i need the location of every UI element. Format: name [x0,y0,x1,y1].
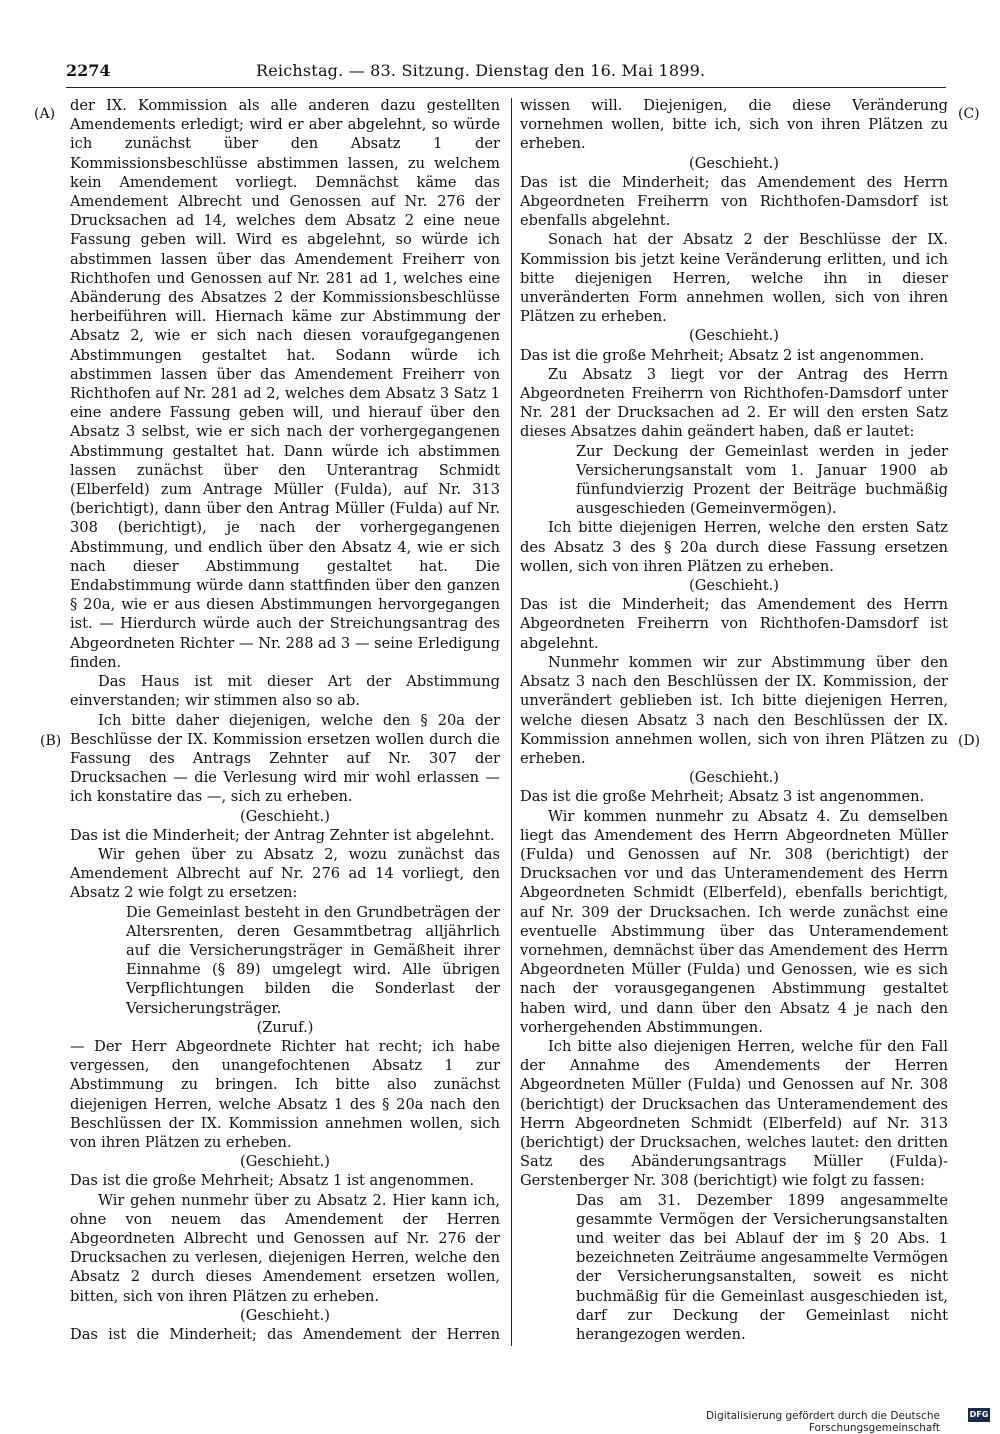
margin-marker-a: (A) [34,106,56,122]
paragraph: Das ist die Minderheit; der Antrag Zehnter ist abgelehnt. [70,826,495,844]
paragraph: Wir gehen nunmehr über zu Absatz 2. Hier kann ich, ohne von neuem das Amendement der Herren Abgeordneten Albrecht und Genossen auf Nr. 276 der Drucksachen zu verlesen, diejenigen Herren, welche den Absatz 2 durch dieses Amendement ersetzen wollen, bitten, sich von ihren Plätzen zu erheben. [70,1191,500,1305]
margin-marker-c: (C) [958,106,980,122]
paragraph: Das ist die Minderheit; das Amendement des Herrn Abgeordneten Freiherrn von Richthofen-Damsdorf ist ebenfalls abgelehnt. [520,173,948,230]
quoted-text: Die Gemeinlast besteht in den Grundbeträgen der Altersrenten, deren Gesammtbetrag alljährlich auf die Versicherungsträger in Gemäßheit ihrer Einnahme (§ 89) umgelegt wird. Alle übrigen Verpflichtungen bilden die Sonderlast der Versicherungsträger. [126,903,500,1017]
header-rule [66,87,946,88]
stage-direction: (Geschieht.) [689,769,779,787]
page-header [66,57,730,85]
paragraph: Wir gehen über zu Absatz 2, wozu zunächst das Amendement Albrecht auf Nr. 276 ad 14 vorliegt, den Absatz 2 wie folgt zu ersetzen: [70,845,500,902]
paragraph: — Der Herr Abgeordnete Richter hat recht; ich habe vergessen, den unangefochtenen Absatz 1 zur Abstimmung zu bringen. Ich bitte also zunächst diejenigen Herren, welche Absatz 1 des § 20a nach den Beschlüssen der IX. Kommission annehmen wollen, sich von ihren Plätzen zu erheben. [70,1037,500,1151]
column-divider [511,98,512,1346]
stage-direction: (Geschieht.) [240,1306,330,1324]
digitization-credit: Digitalisierung gefördert durch die Deutsche Forschungsgemeinschaft [706,1410,940,1434]
paragraph: Wir kommen nunmehr zu Absatz 4. Zu demselben liegt das Amendement des Herrn Abgeordneten Müller (Fulda) und Genossen auf Nr. 308 (berichtigt) der Drucksachen vor und das Unteramendement des Herrn Abgeordneten Schmidt (Elberfeld), ebenfalls berichtigt, auf Nr. 309 der Drucksachen. Ich werde zunächst eine eventuelle Abstimmung über das Unteramendement vornehmen, demnächst über das Amendement des Herrn Abgeordneten Müller (Fulda) und Genossen, wie es sich nach der vorausgegangenen Abstimmung gestaltet haben wird, und dann über den Absatz 4 je nach den vorhergehenden Abstimmungen. [520,807,948,1036]
paragraph: Das ist die Minderheit; das Amendement der Herren [70,1326,500,1343]
paragraph: Ich bitte daher diejenigen, welche den § 20a der Beschlüsse der IX. Kommission ersetzen wollen durch die Fassung des Antrags Zehnter auf Nr. 307 der Drucksachen — die Verlesung wird mir wohl erlassen — ich konstatire das —, sich zu erheben. [70,711,500,806]
paragraph: der IX. Kommission als alle anderen dazu gestellten Amendements erledigt; wird er aber abgelehnt, so würde ich zunächst über den Absatz 1 der Kommissionsbeschlüsse abstimmen lassen, zu welchem kein Amendement vorliegt. Demnächst käme das Amendement Albrecht und Genossen auf Nr. 276 der Drucksachen ad 14, welches dem Absatz 2 eine neue Fassung geben will. Wird es abgelehnt, so würde ich abstimmen lassen über das Amendement Freiherr von Richthofen und Genossen auf Nr. 281 ad 1, welches eine Abänderung des Absatzes 2 der Kommissionsbeschlüsse herbeiführen will. Hiernach käme zur Abstimmung der Absatz 2, wie er sich nach diesen voraufgegangenen Abstimmungen gestaltet hat. Sodann würde ich abstimmen lassen über das Amendement Freiherr von Richthofen auf Nr. 281 ad 2, welches dem Absatz 3 Satz 1 eine andere Fassung geben will, und hierauf über den Absatz 3 selbst, wie er sich nach der vorhergegangenen Abstimmung gestaltet hat. Dann würde ich abstimmen lassen zunächst über den Unterantrag Schmidt (Elberfeld) zum Antrage Müller (Fulda), auf Nr. 313 (berichtigt), dann über den Antrag Müller (Fulda) auf Nr. 308 (berichtigt), je nach der vorhergegangenen Abstimmung, und endlich über den Absatz 4, wie er sich nach dieser Abstimmung gestaltet hat. Die Endabstimmung würde dann stattfinden über den ganzen § 20a, wie er aus diesen Abstimmungen hervorgegangen ist. — Hierdurch würde auch der Streichungsantrag des Abgeordneten Richter — Nr. 288 ad 3 — seine Erledigung finden. [70,97,500,671]
quoted-text: Zur Deckung der Gemeinlast werden in jeder Versicherungsanstalt vom 1. Januar 1900 ab fünfundvierzig Prozent der Beiträge buchmäßig ausgeschieden (Gemeinvermögen). [576,442,948,518]
stage-direction: (Geschieht.) [689,577,779,595]
stage-direction: (Geschieht.) [240,807,330,825]
paragraph: Das ist die große Mehrheit; Absatz 3 ist angenommen. [520,788,925,806]
paragraph [520,1344,948,1346]
page-number: 2274 [66,61,111,80]
paragraph: Das ist die große Mehrheit; Absatz 1 ist angenommen. [70,1172,475,1190]
stage-direction: (Zuruf.) [256,1018,314,1036]
paragraph: Ich bitte diejenigen Herren, welche den ersten Satz des Absatz 3 des § 20a durch diese Fassung ersetzen wollen, sich von ihren Plätzen zu erheben. [520,519,948,575]
paragraph: Das ist die große Mehrheit; Absatz 2 ist angenommen. [520,346,925,364]
dfg-logo: DFG [968,1408,990,1422]
paragraph: Nunmehr kommen wir zur Abstimmung über den Absatz 3 nach den Beschlüssen der IX. Kommission, der unverändert geblieben ist. Ich bitte diejenigen Herren, welche diesen Absatz 3 nach den Beschlüssen der IX. Kommission annehmen wollen, sich von ihren Plätzen zu erheben. [520,653,948,767]
paragraph: Zu Absatz 3 liegt vor der Antrag des Herrn Abgeordneten Freiherrn von Richthofen-Damsdorf unter Nr. 281 der Drucksachen ad 2. Er will den ersten Satz dieses Absatzes dahin geändert haben, daß er lautet: [520,365,948,441]
stage-direction: (Geschieht.) [689,154,779,172]
quoted-text: Das am 31. Dezember 1899 angesammelte gesammte Vermögen der Versicherungsanstalten und weiter das bei Ablauf der im § 20 Abs. 1 bezeichneten Zeiträume angesammelte Vermögen der Versicherungsanstalten, soweit es nicht buchmäßig für die Gemeinlast ausgeschieden ist, darf zur Deckung der Gemeinlast nicht herangezogen werden. [576,1191,948,1343]
stage-direction: (Geschieht.) [240,1153,330,1171]
paragraph: wissen will. Diejenigen, die diese Veränderung vornehmen wollen, bitte ich, sich von ihren Plätzen zu erheben. [520,97,948,153]
right-column [520,96,948,1346]
paragraph: Das ist die Minderheit; das Amendement des Herrn Abgeordneten Freiherrn von Richthofen-Damsdorf ist abgelehnt. [520,596,948,652]
margin-marker-b: (B) [40,733,62,749]
paragraph: Sonach hat der Absatz 2 der Beschlüsse der IX. Kommission bis jetzt keine Veränderung erlitten, und ich bitte diejenigen Herren, welche ihn in dieser unveränderten Form annehmen wollen, sich von ihren Plätzen zu erheben. [520,231,948,326]
stage-direction: (Geschieht.) [689,327,779,345]
paragraph: Ich bitte also diejenigen Herren, welche für den Fall der Annahme des Amendements der Herren Abgeordneten Müller (Fulda) und Genossen auf Nr. 308 (berichtigt) der Drucksachen das Unteramendement des Herrn Abgeordneten Schmidt (Elberfeld) auf Nr. 313 (berichtigt) der Drucksachen, welches lautet: den dritten Satz des Abänderungsantrags Müller (Fulda)-Gerstenberger Nr. 308 (berichtigt) wie folgt zu fassen: [520,1037,948,1190]
margin-marker-d: (D) [958,733,981,749]
paragraph: Das Haus ist mit dieser Art der Abstimmung einverstanden; wir stimmen also so ab. [70,673,500,710]
running-head: Reichstag. — 83. Sitzung. Dienstag den 16. Mai 1899. [256,61,706,80]
left-column [70,96,500,1346]
